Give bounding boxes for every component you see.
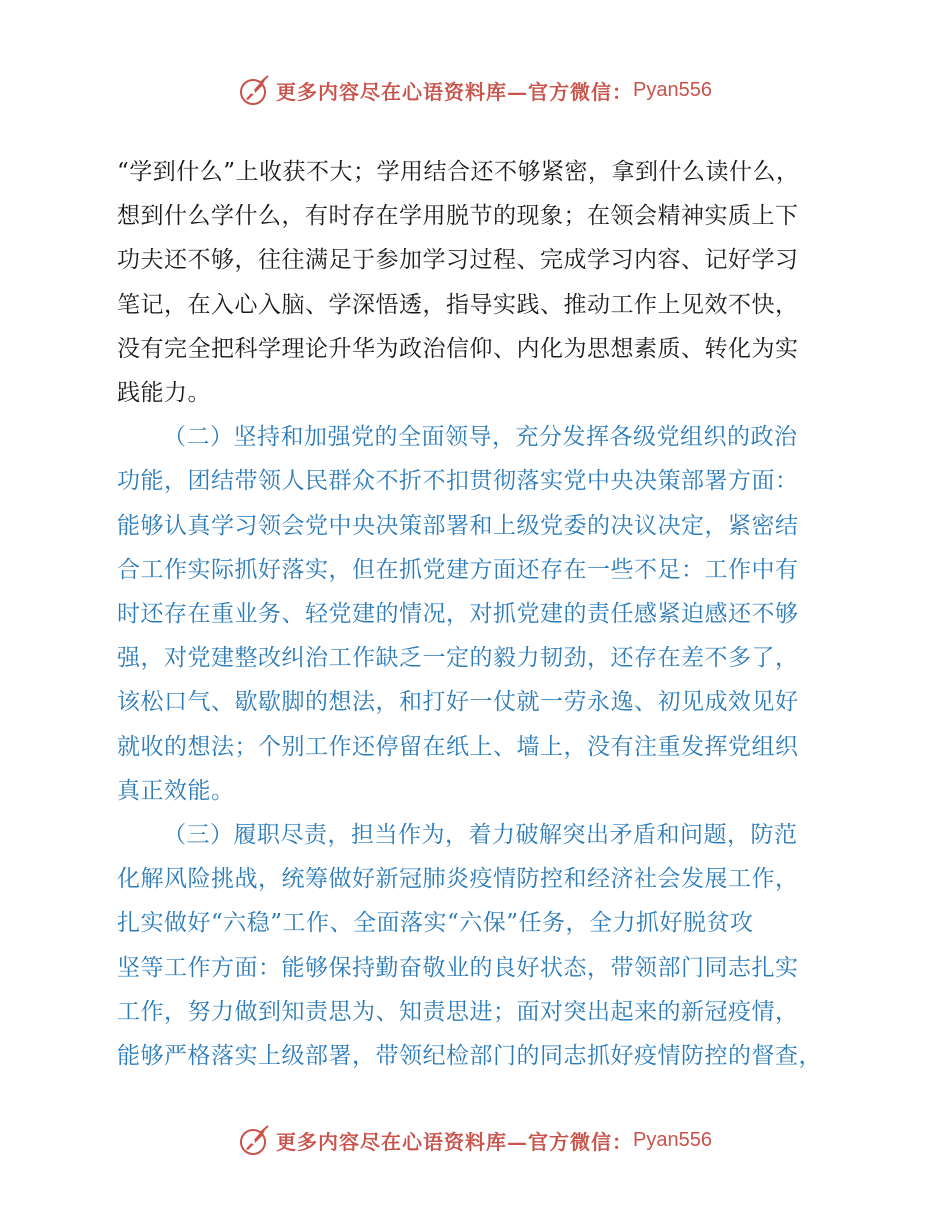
watermark-wechat-id: Pyan556 bbox=[633, 1128, 712, 1151]
text-line: 没有完全把科学理论升华为政治信仰、内化为思想素质、转化为实 bbox=[117, 335, 799, 362]
text-line: “学到什么”上收获不大；学用结合还不够紧密，拿到什么读什么， bbox=[117, 159, 800, 185]
text-line: 践能力。 bbox=[117, 380, 211, 407]
text-line: 就收的想法；个别工作还停留在纸上、墙上，没有注重发挥党组织 bbox=[117, 733, 799, 760]
watermark-wechat-id: Pyan556 bbox=[633, 78, 712, 101]
text-line: 功能，团结带领人民群众不折不扣贯彻落实党中央决策部署方面： bbox=[117, 468, 799, 495]
pen-nib-logo-icon bbox=[238, 73, 272, 107]
watermark-text: 更多内容尽在心语资料库—官方微信： bbox=[276, 1129, 634, 1154]
paragraph-3 bbox=[117, 813, 837, 1078]
text-line: 功夫还不够，往往满足于参加学习过程、完成学习内容、记好学习 bbox=[117, 247, 799, 274]
text-line: 想到什么学什么，有时存在学用脱节的现象；在领会精神实质上下 bbox=[117, 203, 799, 230]
text-line: （三）履职尽责，担当作为，着力破解突出矛盾和问题，防范 bbox=[163, 822, 798, 849]
text-line: 强，对党建整改纠治工作缺乏一定的毅力韧劲，还存在差不多了， bbox=[117, 645, 799, 672]
text-line: 时还存在重业务、轻党建的情况，对抓党建的责任感紧迫感还不够 bbox=[117, 601, 799, 628]
header-watermark bbox=[0, 70, 950, 110]
paragraph-2 bbox=[117, 415, 837, 813]
text-line: 能够认真学习领会党中央决策部署和上级党委的决议决定，紧密结 bbox=[117, 512, 799, 539]
text-line: 扎实做好“六稳”工作、全面落实“六保”任务，全力抓好脱贫攻 bbox=[117, 910, 754, 937]
text-line: 合工作实际抓好落实，但在抓党建方面还存在一些不足：工作中有 bbox=[117, 556, 799, 583]
text-line: 坚等工作方面：能够保持勤奋敬业的良好状态，带领部门同志扎实 bbox=[117, 954, 799, 981]
pen-nib-logo-icon bbox=[238, 1123, 272, 1157]
text-line: 化解风险挑战，统筹做好新冠肺炎疫情防控和经济社会发展工作， bbox=[117, 866, 799, 893]
document-body bbox=[117, 150, 837, 1078]
footer-watermark bbox=[0, 1120, 950, 1160]
paragraph-1 bbox=[117, 150, 837, 415]
text-line: 笔记，在入心入脑、学深悟透，指导实践、推动工作上见效不快， bbox=[117, 291, 799, 318]
text-line: 能够严格落实上级部署，带领纪检部门的同志抓好疫情防控的督查， bbox=[117, 1043, 822, 1070]
watermark-text: 更多内容尽在心语资料库—官方微信： bbox=[276, 79, 634, 104]
text-line: 工作，努力做到知责思为、知责思进；面对突出起来的新冠疫情， bbox=[117, 998, 799, 1025]
text-line: （二）坚持和加强党的全面领导，充分发挥各级党组织的政治 bbox=[163, 424, 798, 451]
text-line: 该松口气、歇歇脚的想法，和打好一仗就一劳永逸、初见成效见好 bbox=[117, 689, 799, 716]
text-line: 真正效能。 bbox=[117, 777, 235, 804]
